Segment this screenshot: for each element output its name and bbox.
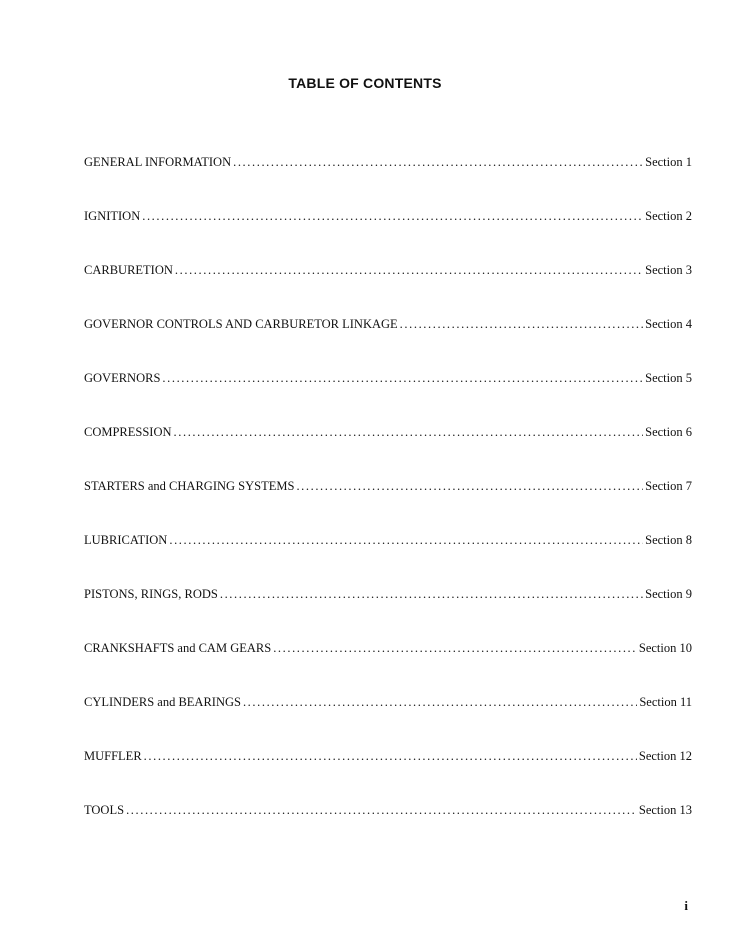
toc-entry-starters [84,479,692,533]
toc-entry-label: GOVERNORS [84,371,161,385]
page-title: TABLE OF CONTENTS [288,75,442,91]
toc-entry-governor-controls [84,317,692,371]
toc-entry-label: GENERAL INFORMATION [84,155,232,169]
toc-entry-label: TOOLS [84,803,125,817]
toc-entry-ignition [84,209,692,263]
toc-entry-crankshafts [84,641,692,695]
toc-entry-carburetion [84,263,692,317]
toc-entry-section: Section 3 [645,263,692,277]
table-of-contents [84,155,692,857]
dot-leader [400,317,643,332]
dot-leader [296,479,643,494]
toc-entry-section: Section 12 [638,749,692,763]
page-number: i [684,898,688,913]
dot-leader [175,263,643,278]
toc-entry-label: GOVERNOR CONTROLS AND CARBURETOR LINKAGE [84,317,398,331]
dot-leader [144,749,637,764]
toc-entry-section: Section 8 [645,533,692,547]
toc-entry-label: CYLINDERS and BEARINGS [84,695,241,709]
toc-entry-label: LUBRICATION [84,533,168,547]
dot-leader [174,425,644,440]
toc-entry-label: CRANKSHAFTS and CAM GEARS [84,641,272,655]
toc-entry-label: IGNITION [84,209,141,223]
dot-leader [126,803,637,818]
dot-leader [220,587,643,602]
toc-entry-section: Section 1 [645,155,692,169]
toc-entry-section: Section 6 [645,425,692,439]
toc-entry-section: Section 13 [638,803,692,817]
toc-entry-lubrication [84,533,692,587]
toc-entry-label: PISTONS, RINGS, RODS [84,587,218,601]
toc-entry-general-information [84,155,692,209]
toc-entry-section: Section 11 [639,695,692,709]
toc-entry-section: Section 7 [645,479,692,493]
dot-leader [243,695,637,710]
toc-entry-label: MUFFLER [84,749,142,763]
toc-entry-section: Section 10 [638,641,692,655]
dot-leader [169,533,643,548]
toc-entry-label: CARBURETION [84,263,173,277]
toc-entry-muffler [84,749,692,803]
toc-entry-section: Section 2 [645,209,692,223]
dot-leader [233,155,643,170]
dot-leader [142,209,643,224]
toc-entry-label: STARTERS and CHARGING SYSTEMS [84,479,295,493]
toc-entry-section: Section 4 [645,317,692,331]
toc-entry-governors [84,371,692,425]
toc-entry-cylinders [84,695,692,749]
toc-entry-tools [84,803,692,857]
dot-leader [273,641,637,656]
toc-entry-compression [84,425,692,479]
dot-leader [162,371,643,386]
toc-entry-label: COMPRESSION [84,425,172,439]
toc-entry-section: Section 5 [645,371,692,385]
toc-entry-section: Section 9 [645,587,692,601]
toc-entry-pistons [84,587,692,641]
